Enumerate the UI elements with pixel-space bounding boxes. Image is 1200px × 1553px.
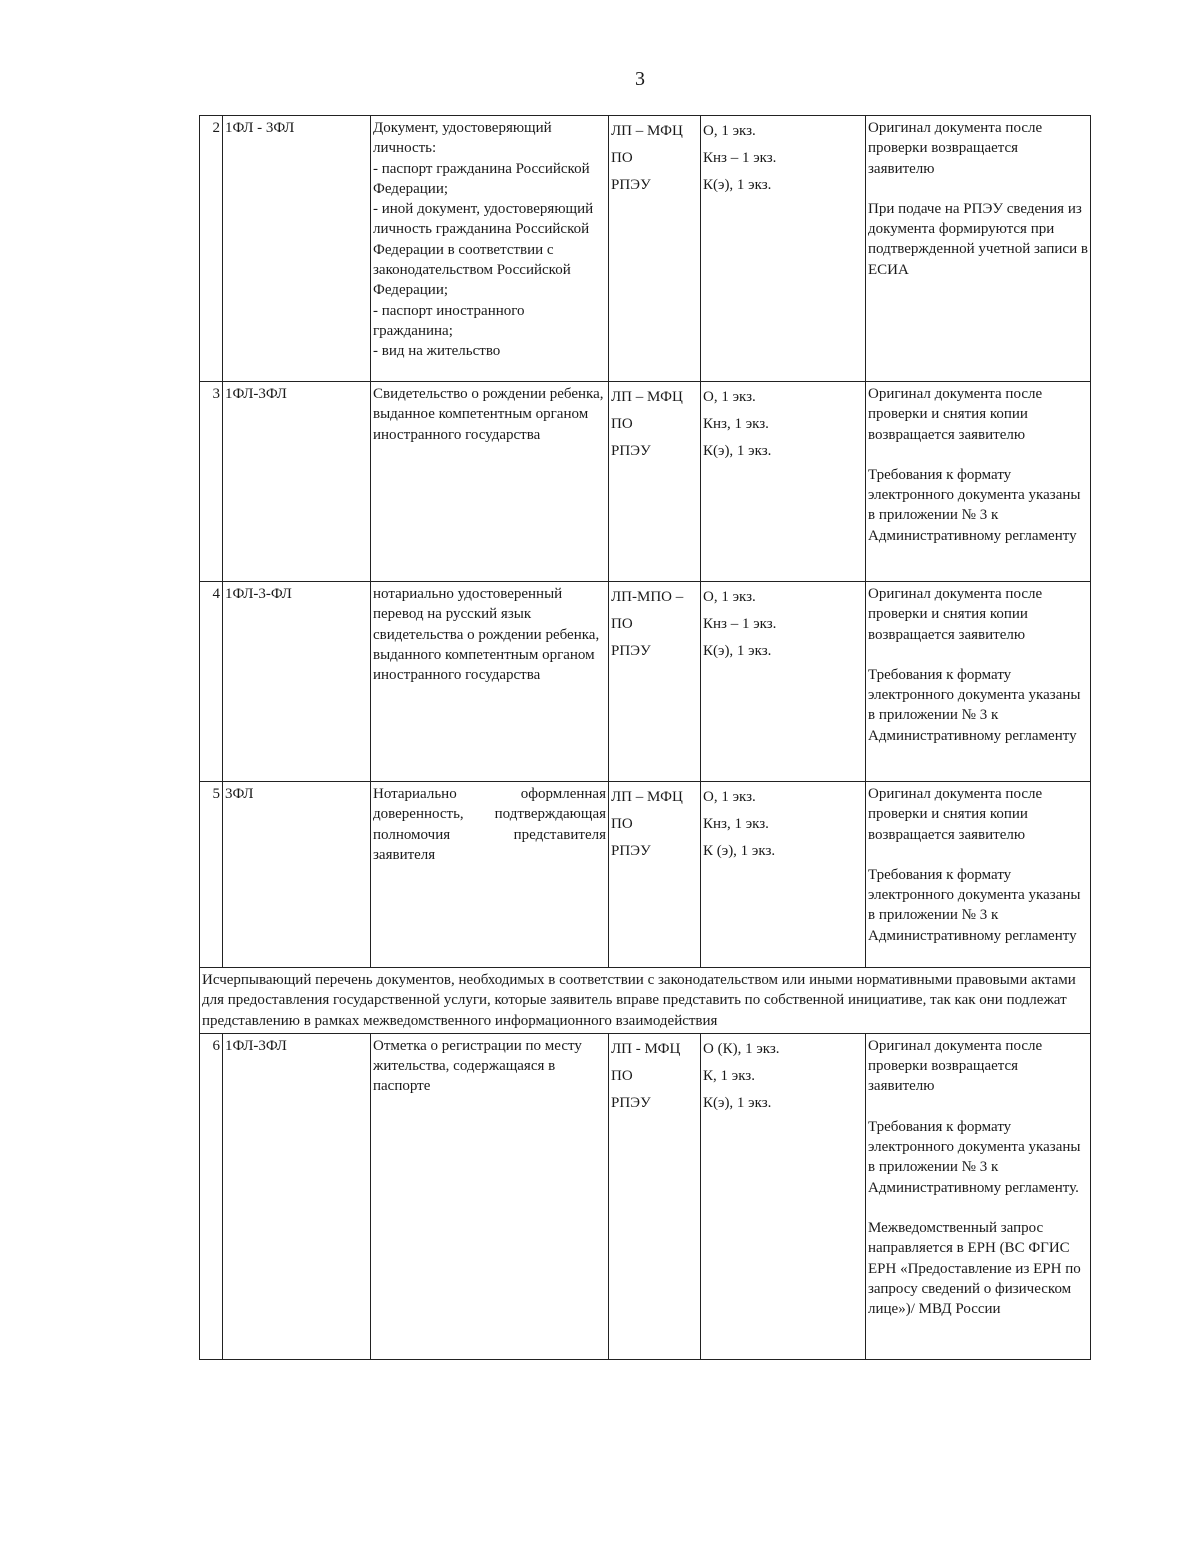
row-number: 4 bbox=[200, 582, 223, 782]
channel: РПЭУ bbox=[611, 1094, 651, 1111]
document-line: - вид на жительство bbox=[373, 343, 501, 360]
note: Оригинал документа после проверки и снятия копии возвращается заявителю bbox=[868, 586, 1043, 643]
submission-channels bbox=[609, 782, 701, 968]
channel: ПО bbox=[611, 150, 633, 166]
table-row bbox=[200, 582, 1091, 782]
channel: ЛП – МФЦ bbox=[611, 789, 683, 805]
copy-requirement: К(э), 1 экз. bbox=[703, 1094, 772, 1111]
channel: РПЭУ bbox=[611, 177, 651, 193]
submission-channels bbox=[609, 582, 701, 782]
channel: ПО bbox=[611, 616, 633, 632]
channel: ЛП-МПО – bbox=[611, 589, 684, 605]
page-number: 3 bbox=[635, 68, 645, 90]
copy-requirement: К, 1 экз. bbox=[703, 1067, 755, 1084]
copy-requirement: К (э), 1 экз. bbox=[703, 843, 776, 859]
applicant-category: 3ФЛ bbox=[223, 782, 371, 968]
note: При подаче на РПЭУ сведения из документа формируются при подтвержденной учетной записи в ЕСИА bbox=[868, 200, 1088, 278]
table-row bbox=[200, 382, 1091, 582]
notes bbox=[866, 1033, 1091, 1359]
applicant-category: 1ФЛ-3-ФЛ bbox=[223, 582, 371, 782]
channel: ПО bbox=[611, 816, 633, 832]
row-number: 2 bbox=[200, 116, 223, 382]
document-line: - паспорт иностранного гражданина; bbox=[373, 302, 525, 339]
copies bbox=[701, 582, 866, 782]
note: Межведомственный запрос направляется в ЕРН (ВС ФГИС ЕРН «Предоставление из ЕРН по запросу сведений о физическом лице»)/ МВД России bbox=[868, 1219, 1081, 1318]
note: Оригинал документа после проверки и снятия копии возвращается заявителю bbox=[868, 386, 1043, 443]
copies bbox=[701, 1033, 866, 1359]
note: Требования к формату электронного документа указаны в приложении № 3 к Административному регламенту bbox=[868, 866, 1081, 944]
copy-requirement: Кнз, 1 экз. bbox=[703, 816, 769, 832]
note: Оригинал документа после проверки возвращается заявителю bbox=[868, 1037, 1043, 1095]
copy-requirement: К(э), 1 экз. bbox=[703, 643, 772, 659]
document-line: Документ, удостоверяющий личность: bbox=[373, 120, 552, 157]
channel: ЛП – МФЦ bbox=[611, 123, 683, 139]
channel: ПО bbox=[611, 1067, 633, 1084]
document-name: нотариально удостоверенный перевод на русский язык свидетельства о рождении ребенка, выданного компетентным органом иностранного государства bbox=[371, 582, 609, 782]
copy-requirement: К(э), 1 экз. bbox=[703, 443, 772, 459]
channel: ЛП - МФЦ bbox=[611, 1040, 681, 1057]
copy-requirement: О, 1 экз. bbox=[703, 123, 756, 139]
row-number: 6 bbox=[200, 1033, 223, 1359]
section-heading: Исчерпывающий перечень документов, необходимых в соответствии с законодательством или иными нормативными правовыми актами для предоставления государственной услуги, которые заявитель вправе представить по собственной инициативе, так как они подлежат представлению в рамках межведомственного информационного взаимодействия bbox=[200, 968, 1091, 1034]
applicant-category: 1ФЛ-3ФЛ bbox=[223, 382, 371, 582]
applicant-category: 1ФЛ - 3ФЛ bbox=[223, 116, 371, 382]
copy-requirement: Кнз – 1 экз. bbox=[703, 616, 777, 632]
notes bbox=[866, 116, 1091, 382]
row-number: 5 bbox=[200, 782, 223, 968]
copy-requirement: К(э), 1 экз. bbox=[703, 177, 772, 193]
notes bbox=[866, 782, 1091, 968]
channel: ЛП – МФЦ bbox=[611, 389, 683, 405]
note: Оригинал документа после проверки возвращается заявителю bbox=[868, 120, 1043, 177]
copy-requirement: Кнз, 1 экз. bbox=[703, 416, 769, 432]
copy-requirement: О (К), 1 экз. bbox=[703, 1040, 780, 1057]
copy-requirement: Кнз – 1 экз. bbox=[703, 150, 777, 166]
table-row bbox=[200, 1033, 1091, 1359]
notes bbox=[866, 582, 1091, 782]
copy-requirement: О, 1 экз. bbox=[703, 589, 756, 605]
submission-channels bbox=[609, 1033, 701, 1359]
channel: РПЭУ bbox=[611, 643, 651, 659]
table-row bbox=[200, 782, 1091, 968]
notes bbox=[866, 382, 1091, 582]
submission-channels bbox=[609, 116, 701, 382]
section-heading-row bbox=[200, 968, 1091, 1034]
channel: РПЭУ bbox=[611, 443, 651, 459]
note: Требования к формату электронного документа указаны в приложении № 3 к Административному регламенту bbox=[868, 666, 1081, 744]
submission-channels bbox=[609, 382, 701, 582]
document-line: - иной документ, удостоверяющий личность гражданина Российской Федерации в соответствии с законодательством Российской Федерации; bbox=[373, 201, 594, 299]
copy-requirement: О, 1 экз. bbox=[703, 389, 756, 405]
document-name bbox=[371, 116, 609, 382]
document-name: Нотариально оформленная доверенность, подтверждающая полномочия представителя заявителя bbox=[371, 782, 609, 968]
copies bbox=[701, 382, 866, 582]
note: Оригинал документа после проверки и снятия копии возвращается заявителю bbox=[868, 786, 1043, 843]
note: Требования к формату электронного документа указаны в приложении № 3 к Административному регламенту. bbox=[868, 1118, 1081, 1196]
note: Требования к формату электронного документа указаны в приложении № 3 к Административному регламенту bbox=[868, 466, 1081, 544]
document-line: - паспорт гражданина Российской Федерации; bbox=[373, 160, 590, 197]
row-number: 3 bbox=[200, 382, 223, 582]
document-name: Свидетельство о рождении ребенка, выданное компетентным органом иностранного государства bbox=[371, 382, 609, 582]
document-name: Отметка о регистрации по месту жительства, содержащаяся в паспорте bbox=[371, 1033, 609, 1359]
copies bbox=[701, 116, 866, 382]
table-row bbox=[200, 116, 1091, 382]
copy-requirement: О, 1 экз. bbox=[703, 789, 756, 805]
channel: ПО bbox=[611, 416, 633, 432]
copies bbox=[701, 782, 866, 968]
documents-table bbox=[199, 115, 1091, 1360]
channel: РПЭУ bbox=[611, 843, 651, 859]
applicant-category: 1ФЛ-3ФЛ bbox=[223, 1033, 371, 1359]
